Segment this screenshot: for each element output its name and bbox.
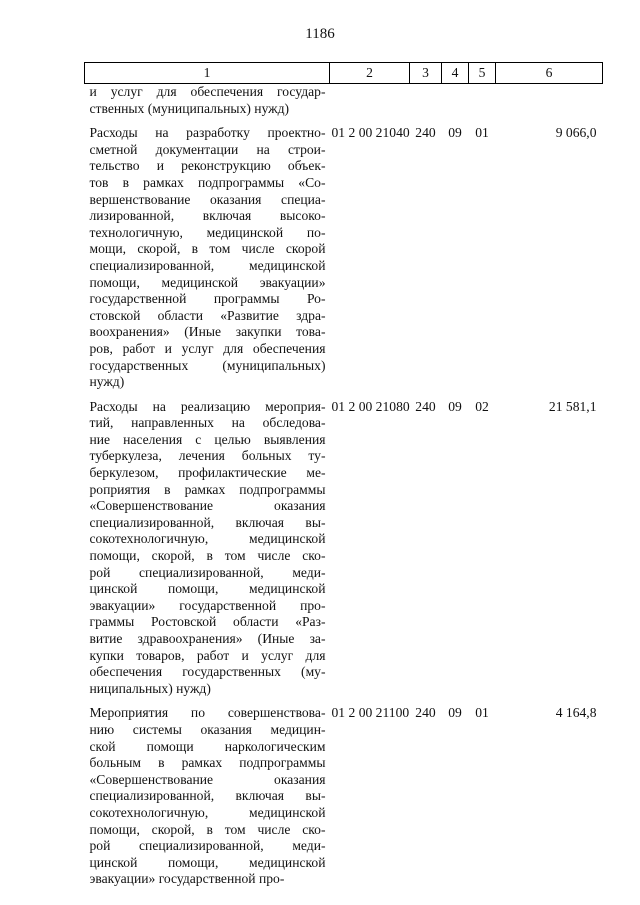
description-line: Расходы на реализацию мероприя- [89,398,326,414]
table-row [85,697,603,888]
column-header-1: 1 [85,63,330,84]
description-line: рой специализированной, меди- [89,838,326,854]
description-line: и услуг для обеспечения государ- [89,84,326,99]
table-row-continuation [85,84,603,118]
description-line: купки товаров, работ и услуг для [89,647,326,663]
description-line: туберкулеза, лечения больных ту- [89,448,326,464]
description-line: специализированной, включая вы- [89,788,326,804]
page-number: 1186 [305,26,335,42]
description-line: ние населения с целью выявления [89,431,326,447]
amount: 4 164,8 [555,705,597,721]
amount: 9 066,0 [555,125,597,141]
description-line: Мероприятия по совершенствова- [89,705,326,721]
description-line: сокотехнологичную, медицинской [89,531,326,547]
description-line: «Совершенствование оказания [89,498,326,514]
description-line: лизированной, включая высоко- [89,208,326,224]
section-code: 09 [448,705,462,721]
row-description [85,697,330,888]
empty-cell [442,84,469,118]
expense-type-code: 240 [415,125,436,141]
description-line: нию системы оказания медицин- [89,721,326,737]
description-line: цинской помощи, медицинской [89,854,326,870]
row-description [85,84,330,118]
description-line: помощи, скорой, в том числе ско- [89,548,326,564]
empty-cell [330,84,410,118]
description-line: государственной программы Ро- [89,291,326,307]
description-line: ской помощи наркологическим [89,738,326,754]
column-header-4: 4 [442,63,469,84]
target-article-code: 01 2 00 21080 [331,398,410,414]
target-article-code: 01 2 00 21100 [331,705,410,721]
subsection-code: 01 [475,705,489,721]
description-line: помощи, скорой, в том числе ско- [89,821,326,837]
description-line: тельство и реконструкцию объек- [89,158,326,174]
description-line: больным в рамках подпрограммы [89,755,326,771]
description-line: ниципальных) нужд) [89,680,211,696]
description-line: обеспечения государственных (му- [89,664,326,680]
column-header-2: 2 [330,63,410,84]
column-header-3: 3 [410,63,442,84]
description-line: специализированной, включая вы- [89,514,326,530]
description-line: сметной документации на строи- [89,141,326,157]
row-description [85,117,330,391]
expense-type-code: 240 [415,398,436,414]
section-code: 09 [448,398,462,414]
subsection-code: 01 [475,125,489,141]
description-line: мощи, скорой, в том числе скорой [89,241,326,257]
description-line: «Совершенствование оказания [89,771,326,787]
description-line: тов в рамках подпрограммы «Со- [89,174,326,190]
description-line: помощи, медицинской эвакуации» [89,274,326,290]
column-header-5: 5 [469,63,496,84]
description-line: рой специализированной, меди- [89,564,326,580]
description-line: цинской помощи, медицинской [89,581,326,597]
section-code: 09 [448,125,462,141]
empty-cell [410,84,442,118]
description-line: государственных (муниципальных) [89,357,326,373]
row-description [85,391,330,698]
description-line: граммы Ростовской области «Раз- [89,614,326,630]
table-row [85,391,603,698]
description-line: специализированной, медицинской [89,257,326,273]
description-line: эвакуации» государственной про- [89,871,285,887]
description-line: ственных (муниципальных) нужд) [89,100,290,116]
expense-type-code: 240 [415,705,436,721]
empty-cell [469,84,496,118]
subsection-code: 02 [475,398,489,414]
description-line: технологичную, медицинской по- [89,224,326,240]
table-body [85,84,603,888]
header-row [85,63,603,84]
description-line: вершенствование оказания специа- [89,191,326,207]
description-line: тий, направленных на обследова- [89,415,326,431]
description-line: беркулезом, профилактические ме- [89,465,326,481]
column-header-6: 6 [496,63,603,84]
description-line: ров, работ и услуг для обеспечения [89,340,326,356]
empty-cell [496,84,603,118]
budget-table [84,62,603,888]
description-line: эвакуации» государственной про- [89,597,326,613]
target-article-code: 01 2 00 21040 [331,125,410,141]
table-row [85,117,603,391]
description-line: воохранения» (Иные закупки това- [89,324,326,340]
description-line: нужд) [89,374,125,390]
description-line: сокотехнологичную, медицинской [89,804,326,820]
description-line: витие здравоохранения» (Иные за- [89,631,326,646]
description-line: роприятия в рамках подпрограммы [89,481,326,497]
description-line: Расходы на разработку проектно- [89,125,326,141]
amount: 21 581,1 [548,398,597,414]
description-line: стовской области «Развитие здра- [89,307,326,323]
